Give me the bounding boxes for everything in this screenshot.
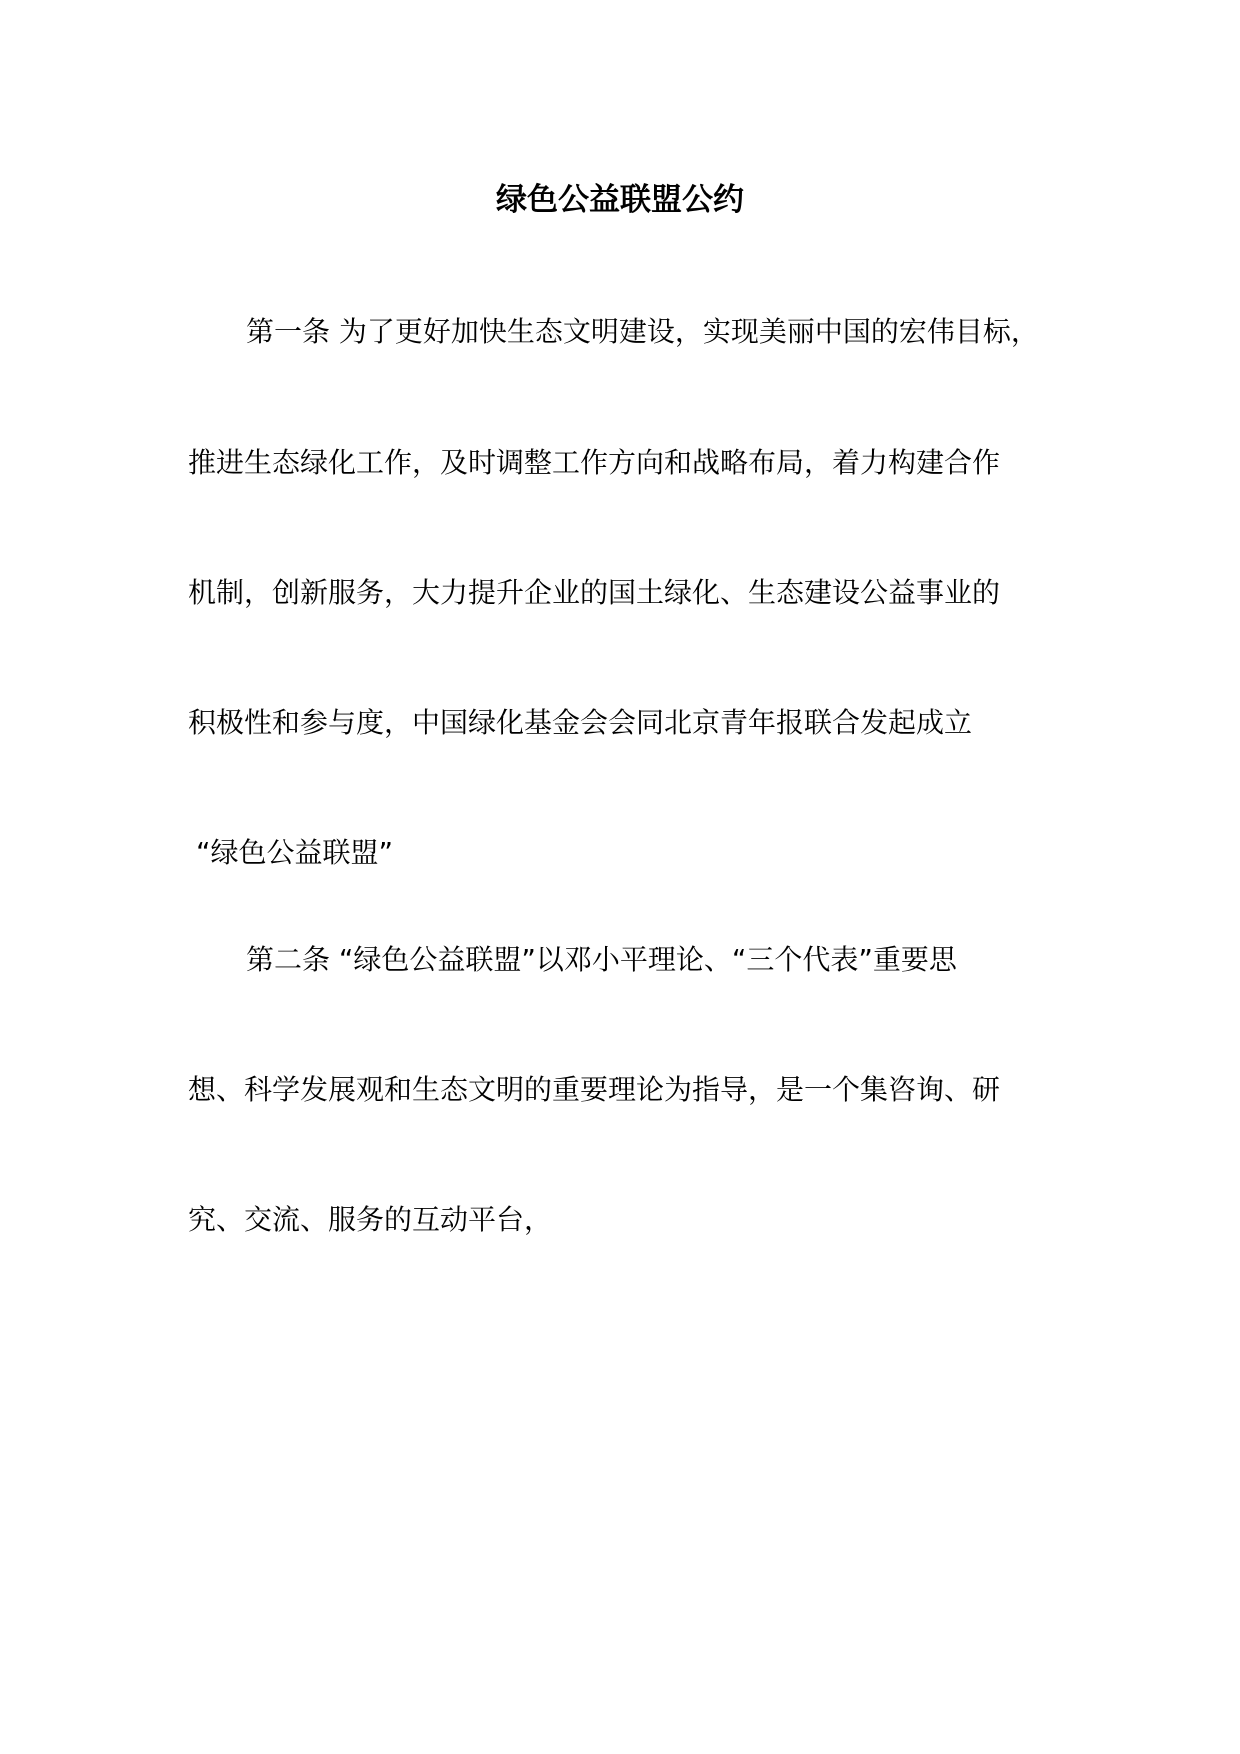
article-2-line-3: 究、交流、服务的互动平台，: [188, 1203, 553, 1236]
article-1-line-5: “绿色公益联盟”: [196, 836, 394, 869]
article-1-line-4: 积极性和参与度，中国绿化基金会会同北京青年报联合发起成立: [188, 706, 973, 739]
article-2-line-1: 第二条 “绿色公益联盟”以邓小平理论、“三个代表”重要思: [246, 943, 957, 976]
article-1-line-2: 推进生态绿化工作，及时调整工作方向和战略布局，着力构建合作: [188, 446, 1001, 479]
document-title: 绿色公益联盟公约: [496, 182, 744, 218]
article-1-line-3: 机制，创新服务，大力提升企业的国土绿化、生态建设公益事业的: [188, 576, 1001, 609]
article-1-line-1: 第一条 为了更好加快生态文明建设，实现美丽中国的宏伟目标，: [246, 315, 1039, 348]
article-2-line-2: 想、科学发展观和生态文明的重要理论为指导，是一个集咨询、研: [188, 1073, 1001, 1106]
